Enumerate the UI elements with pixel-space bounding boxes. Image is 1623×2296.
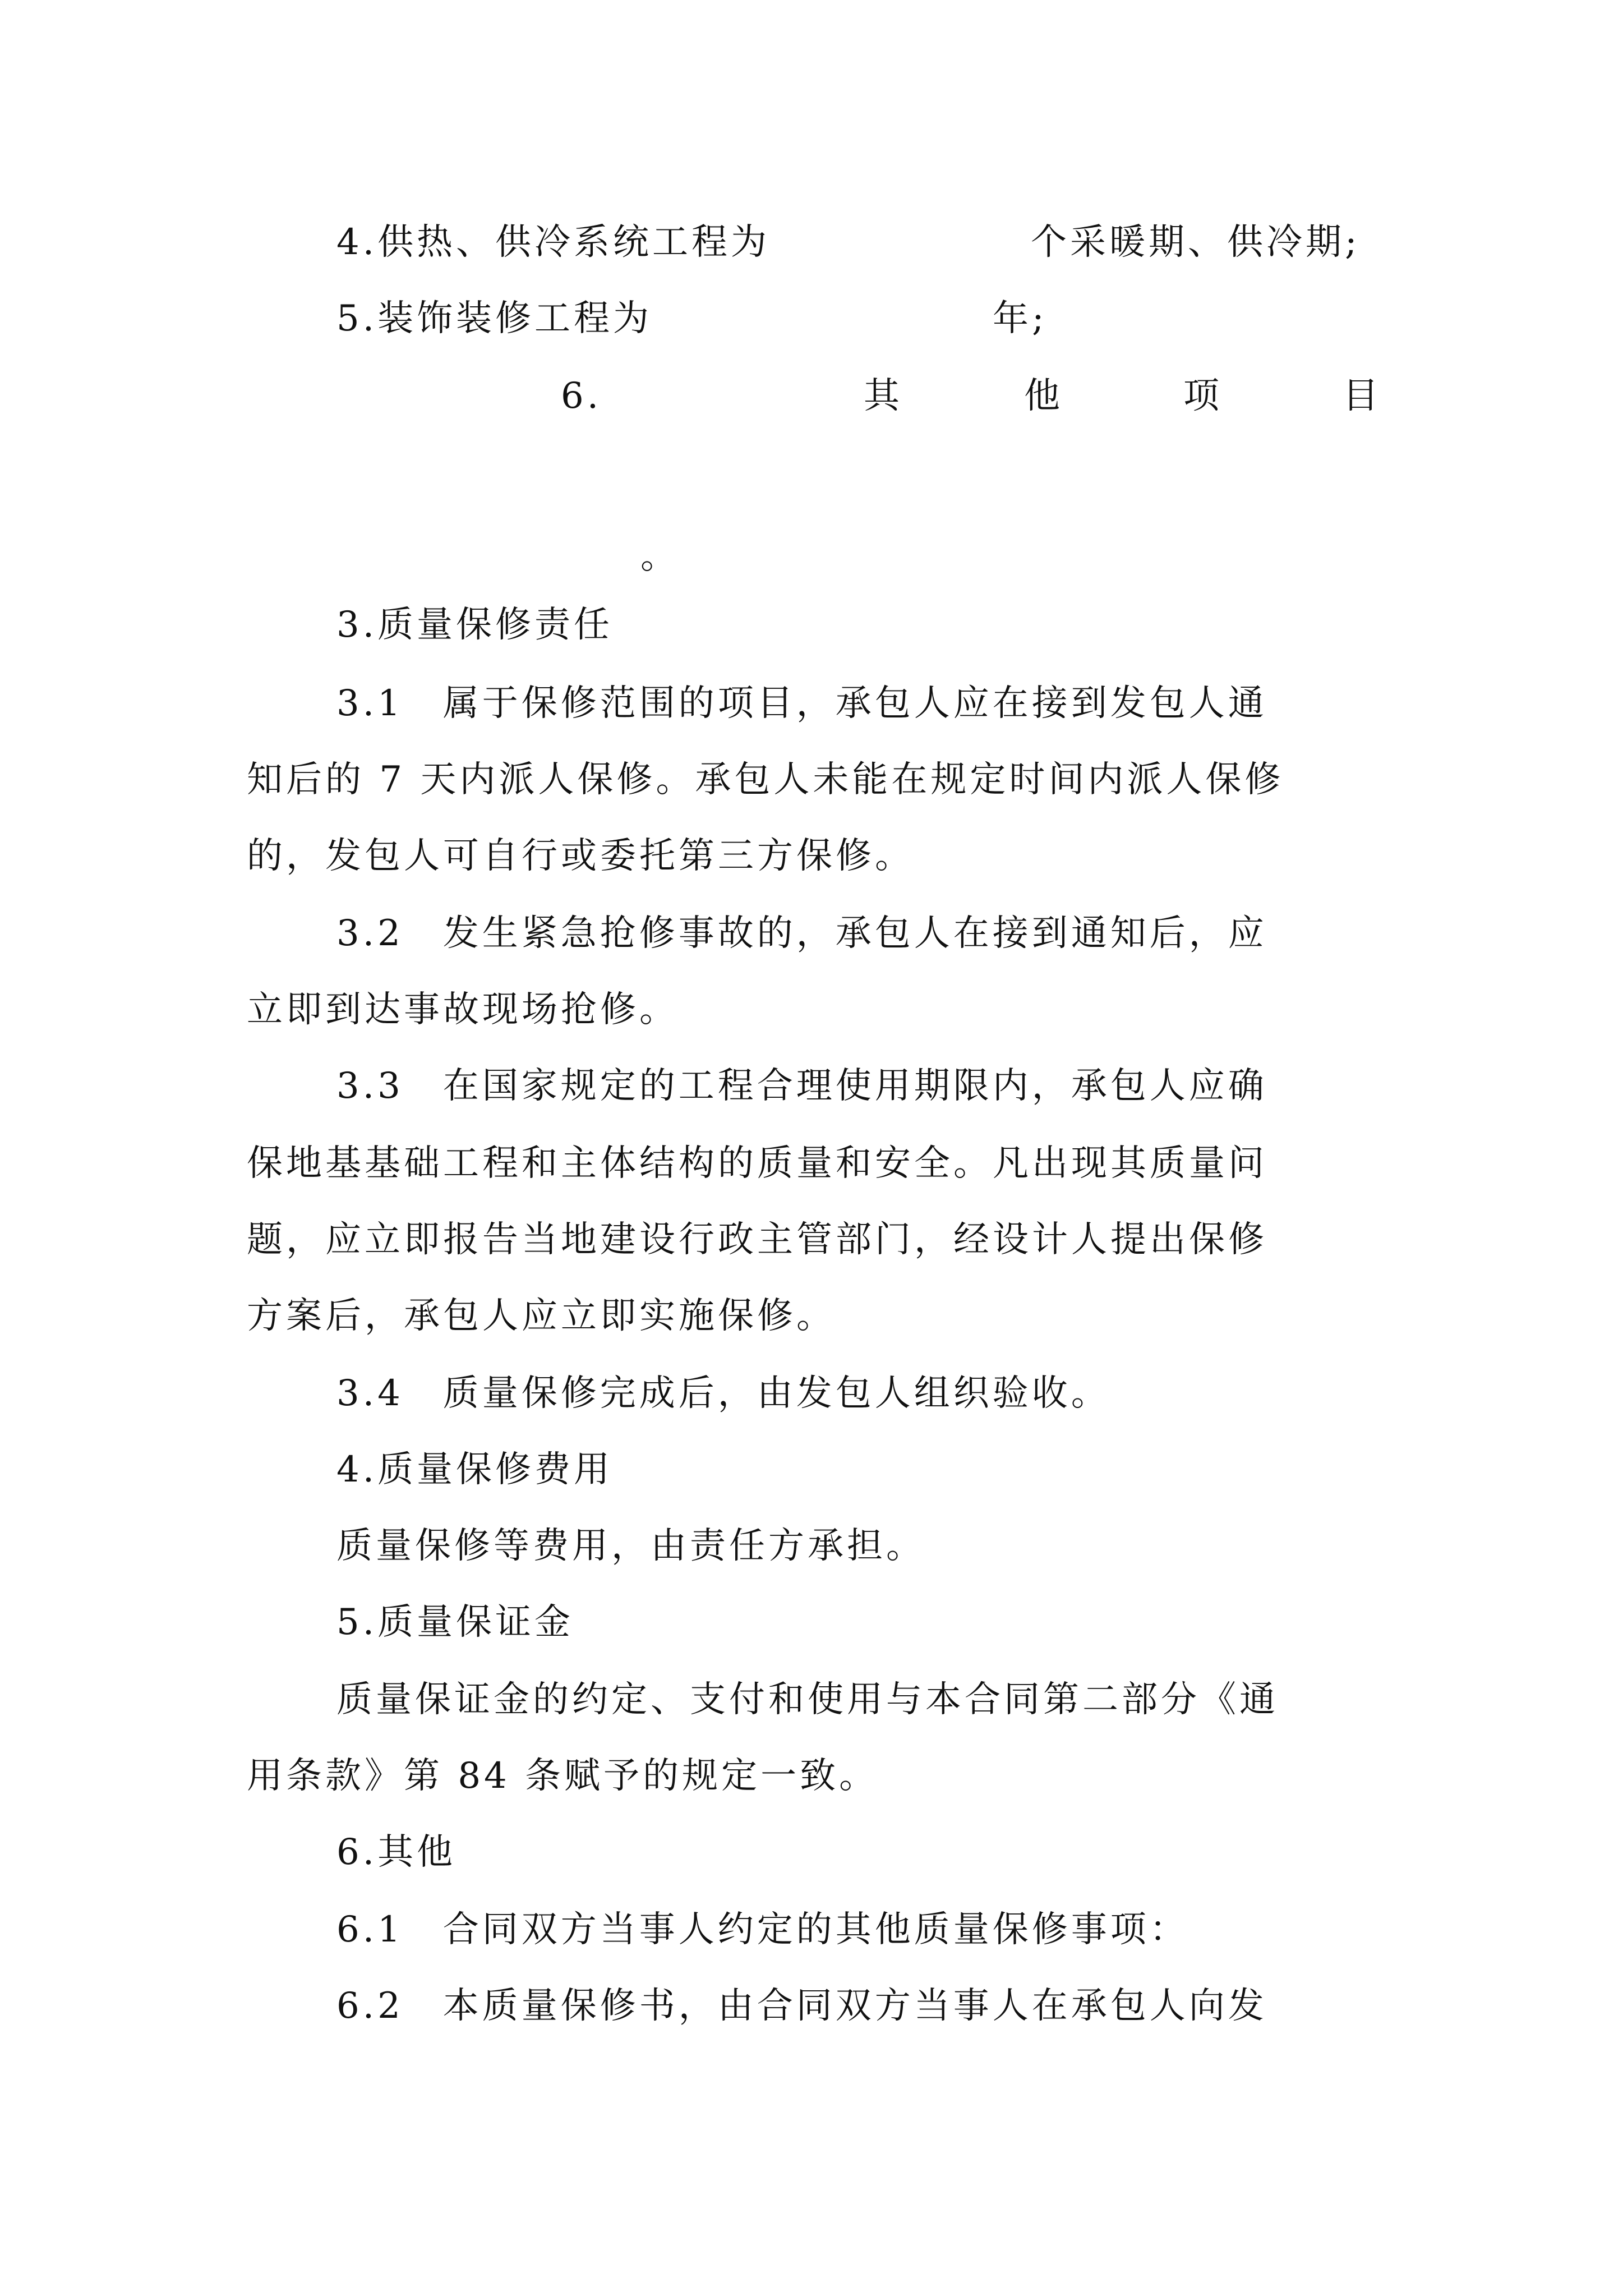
item-6-char-1: 其 — [864, 375, 903, 417]
para-3-1-line-1: 3.1 属于保修范围的项目，承包人应在接到发包人通 — [336, 683, 1267, 724]
para-3-3-line-2: 保地基基础工程和主体结构的质量和安全。凡出现其质量问 — [247, 1143, 1267, 1184]
item-4-prefix: 4.供热、供冷系统工程为 — [336, 222, 771, 263]
section-3-heading: 3.质量保修责任 — [336, 604, 614, 646]
section-5-body-line-2: 用条款》第 84 条赋予的规定一致。 — [247, 1755, 879, 1797]
item-6-end-mark: 。 — [640, 536, 680, 577]
para-3-2-line-1: 3.2 发生紧急抢修事故的，承包人在接到通知后，应 — [336, 913, 1267, 954]
item-6-number: 6. — [561, 375, 602, 417]
para-6-1: 6.1 合同双方当事人约定的其他质量保修事项： — [336, 1909, 1189, 1950]
section-4-heading: 4.质量保修费用 — [336, 1449, 614, 1490]
item-6-char-3: 项 — [1183, 375, 1223, 417]
para-3-4: 3.4 质量保修完成后，由发包人组织验收。 — [336, 1373, 1110, 1414]
item-5-prefix: 5.装饰装修工程为 — [336, 298, 653, 339]
section-6-heading: 6.其他 — [336, 1832, 457, 1873]
item-5-suffix: 年; — [993, 298, 1048, 339]
para-3-1-line-2: 知后的 7 天内派人保修。承包人未能在规定时间内派人保修 — [247, 759, 1284, 800]
para-6-2: 6.2 本质量保修书，由合同双方当事人在承包人向发 — [336, 1985, 1267, 2027]
para-3-3-line-4: 方案后，承包人应立即实施保修。 — [247, 1295, 836, 1337]
para-3-1-line-3: 的，发包人可自行或委托第三方保修。 — [247, 835, 914, 877]
para-3-2-line-2: 立即到达事故现场抢修。 — [247, 989, 679, 1030]
section-5-body-line-1: 质量保证金的约定、支付和使用与本合同第二部分《通 — [336, 1679, 1279, 1720]
item-6-char-2: 他 — [1024, 375, 1063, 417]
para-3-3-line-3: 题，应立即报告当地建设行政主管部门，经设计人提出保修 — [247, 1219, 1267, 1260]
item-6-char-4: 目 — [1343, 375, 1382, 417]
section-5-heading: 5.质量保证金 — [336, 1602, 574, 1643]
para-3-3-line-1: 3.3 在国家规定的工程合理使用期限内，承包人应确 — [336, 1065, 1267, 1107]
section-4-body: 质量保修等费用，由责任方承担。 — [336, 1525, 925, 1567]
item-4-suffix: 个采暖期、供冷期; — [1031, 222, 1361, 263]
